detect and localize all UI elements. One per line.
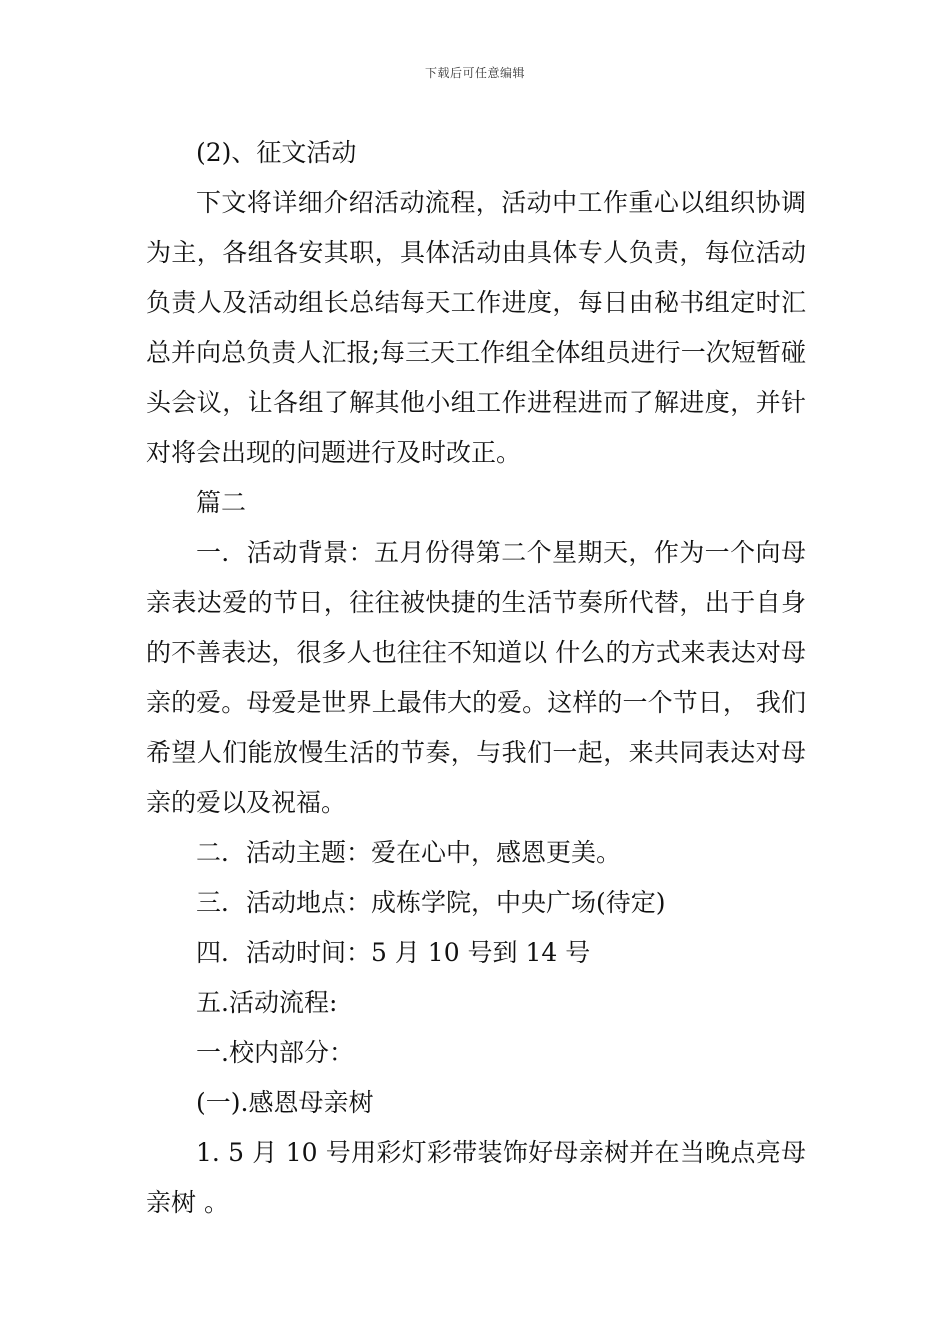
paragraph-theme: 二．活动主题：爱在心中，感恩更美。 xyxy=(196,838,622,867)
paragraph-background: 一．活动背景：五月份得第二个星期天，作为一个向母亲表达爱的节日，往往被快捷的生活节奏所代替，出于自身的不善表达，很多人也往往不知道以 什么的方式来表达对母亲的爱。母爱是世界上最伟大的爱。这样的一个节日， 我们希望人们能放慢生活的节奏，与我们一起，来共同表达对母亲的爱以及祝福。 xyxy=(146,538,806,817)
paragraph-mother-tree-heading: (一).感恩母亲树 xyxy=(196,1088,374,1117)
paragraph-time: 四．活动时间：5 月 10 号到 14 号 xyxy=(196,938,591,967)
section-heading-part-two: 篇二 xyxy=(196,488,247,517)
paragraph-process-intro: 下文将详细介绍活动流程，活动中工作重心以组织协调为主，各组各安其职，具体活动由具体专人负责，每位活动负责人及活动组长总结每天工作进度，每日由秘书组定时汇总并向总负责人汇报;每三天工作组全体组员进行一次短暂碰头会议，让各组了解其他小组工作进程进而了解进度，并针对将会出现的问题进行及时改正。 xyxy=(146,188,806,467)
page-header-note: 下载后可任意编辑 xyxy=(424,66,525,80)
section-heading-essay: (2)、征文活动 xyxy=(196,138,357,167)
paragraph-mother-tree-item-1: 1. 5 月 10 号用彩灯彩带装饰好母亲树并在当晚点亮母亲树 。 xyxy=(146,1138,806,1217)
paragraph-process-heading: 五.活动流程: xyxy=(196,988,338,1017)
paragraph-campus-section: 一.校内部分： xyxy=(196,1038,354,1067)
paragraph-location: 三．活动地点：成栋学院，中央广场(待定) xyxy=(196,888,666,917)
document-body xyxy=(146,128,806,1228)
